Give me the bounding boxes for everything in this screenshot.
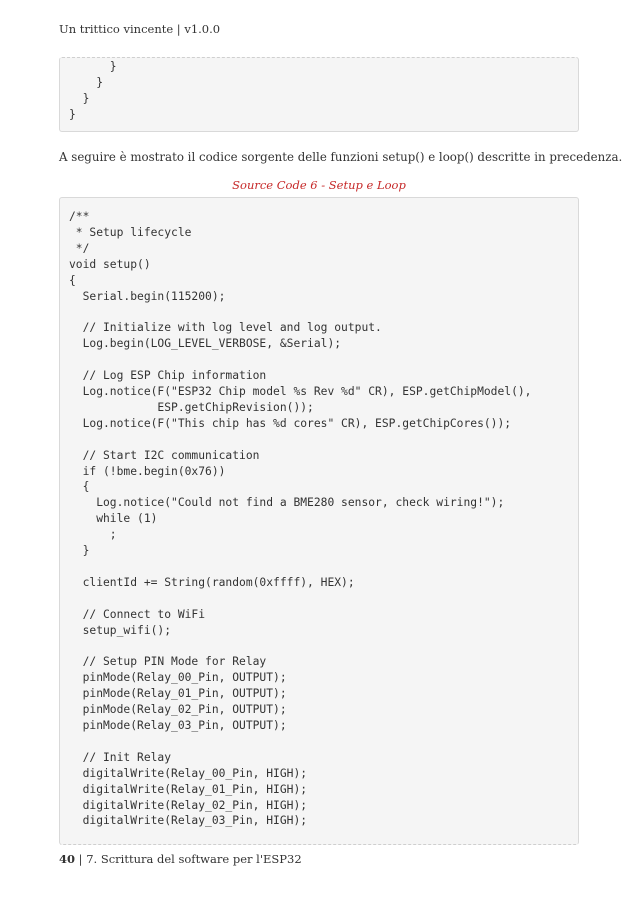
footer-separator: | — [75, 852, 87, 866]
page-number: 40 — [59, 852, 76, 866]
source-code-caption: Source Code 6 - Setup e Loop — [232, 178, 406, 192]
body-paragraph: A seguire è mostrato il codice sorgente delle funzioni setup() e loop() descritte in precedenza. — [59, 150, 623, 164]
code-block-setup — [59, 197, 579, 845]
page-footer — [59, 852, 302, 866]
footer-chapter: 7. Scrittura del software per l'ESP32 — [86, 852, 302, 866]
code-listing-text: /** * Setup lifecycle */ void setup() { Serial.begin(115200); // Initialize with log level and log output. Log.begin(LOG_LEVEL_VERBOSE, &Serial); // Log ESP Chip information Log.notice(F("ESP32 Chip model %s Rev %d" CR), ESP.getChipModel(), ESP.getChipRevision()); Log.notice(F("This chip has %d cores" CR), ESP.getChipCores()); // Start I2C communication if (!bme.begin(0x76)) { Log.notice("Could not find a BME280 sensor, check wiring!"); while (1) ; } clientId += String(random(0xffff), HEX); // Connect to WiFi setup_wifi(); // Setup PIN Mode for Relay pinMode(Relay_00_Pin, OUTPUT); pinMode(Relay_01_Pin, OUTPUT); pinMode(Relay_02_Pin, OUTPUT); pinMode(Relay_03_Pin, OUTPUT); // Init Relay digitalWrite(Relay_00_Pin, HIGH); digitalWrite(Relay_01_Pin, HIGH); digitalWrite(Relay_02_Pin, HIGH); digitalWrite(Relay_03_Pin, HIGH); — [69, 210, 532, 828]
code-block-continuation — [59, 57, 579, 132]
code-continuation-text: } } } } — [69, 60, 117, 121]
running-header: Un trittico vincente | v1.0.0 — [59, 22, 221, 36]
